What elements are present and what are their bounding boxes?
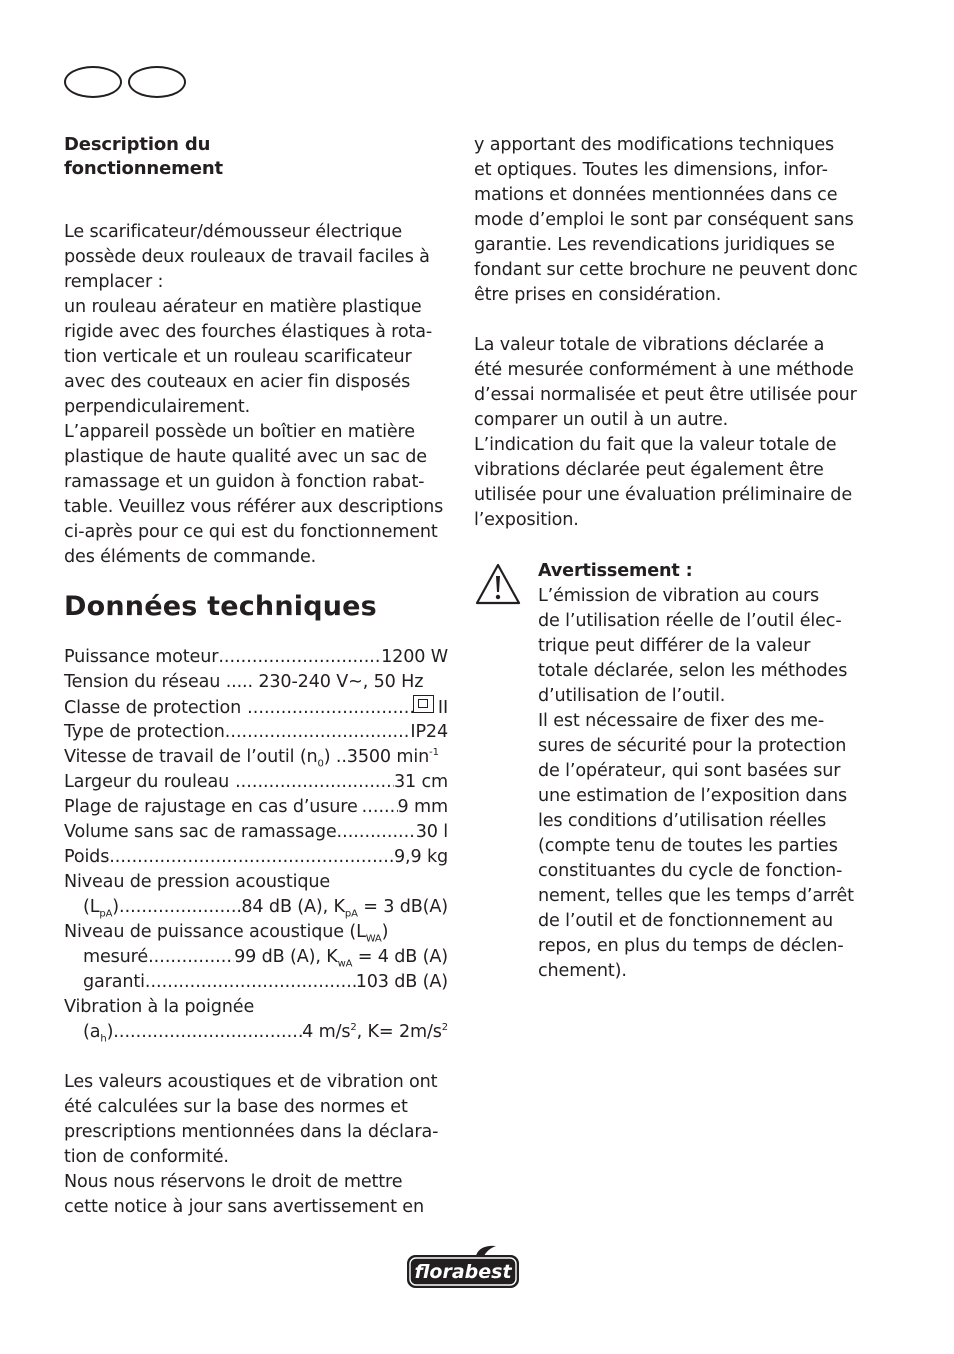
acoustic-values-paragraph xyxy=(64,1070,448,1220)
text-line: possède deux rouleaux de travail faciles à xyxy=(64,247,430,267)
spec-protection-type xyxy=(64,720,448,745)
value-part: 84 dB (A), K xyxy=(241,897,345,917)
logo-text: florabest xyxy=(414,1261,512,1283)
spec-adjustment-range xyxy=(64,795,448,820)
leader-dots xyxy=(235,770,394,795)
text-line: de l’opérateur, qui sont basées sur xyxy=(538,761,841,781)
text-line: plastique de haute qualité avec un sac de xyxy=(64,447,427,467)
spec-vibration xyxy=(64,1020,448,1045)
text-line: (compte tenu de toutes les parties xyxy=(538,836,838,856)
leader-dots xyxy=(225,720,411,745)
text-line: tion verticale et un rouleau scarificateur xyxy=(64,347,412,367)
right-column xyxy=(474,133,858,533)
text-line: Les valeurs acoustiques et de vibration ont xyxy=(64,1072,438,1092)
continuation-paragraph xyxy=(474,133,858,308)
spec-label: Type de protection xyxy=(64,722,225,742)
spec-volume xyxy=(64,820,448,845)
text-line: d’essai normalisée et peut être utilisée pour xyxy=(474,385,857,405)
spec-voltage: Tension du réseau ..... 230-240 V~, 50 Hz xyxy=(64,672,424,692)
label-part: (a xyxy=(83,1022,101,1042)
text-line: Nous nous réservons le droit de mettre xyxy=(64,1172,403,1192)
label-part: ) xyxy=(106,1022,114,1042)
spec-label: Classe de protection xyxy=(64,698,242,718)
leader-dots xyxy=(109,845,394,870)
text-line: vibrations déclarée peut également être xyxy=(474,460,824,480)
text-line: un rouleau aérateur en matière plastique xyxy=(64,297,422,317)
text-line: remplacer : xyxy=(64,272,164,292)
description-paragraph xyxy=(64,220,448,570)
label-part: ) xyxy=(381,922,389,942)
leader-dots xyxy=(218,645,381,670)
spec-sound-power-measured xyxy=(64,945,448,970)
value-part: = 4 dB (A) xyxy=(352,947,448,967)
spec-value: 9 mm xyxy=(397,797,448,817)
spec-value: 31 cm xyxy=(393,772,448,792)
subscript: h xyxy=(100,1033,107,1045)
language-oval-2 xyxy=(128,66,186,98)
spec-sound-power-guaranteed xyxy=(64,970,448,995)
spec-sound-pressure xyxy=(64,895,448,920)
leader-dots xyxy=(113,1020,302,1045)
spec-motor-power xyxy=(64,645,448,670)
spec-label: garanti xyxy=(83,972,145,992)
spec-value: 9,9 kg xyxy=(393,847,448,867)
technical-specs xyxy=(64,645,448,1045)
spec-value: II xyxy=(437,698,448,718)
spec-label: Poids xyxy=(64,847,110,867)
text-line: être prises en considération. xyxy=(474,285,722,305)
spec-value: 30 l xyxy=(415,822,448,842)
text-line: été calculées sur la base des normes et xyxy=(64,1097,408,1117)
value-part: , K= 2m/s xyxy=(356,1022,442,1042)
subscript: pA xyxy=(99,908,113,920)
florabest-logo xyxy=(406,1244,520,1290)
text-line: comparer un outil à un autre. xyxy=(474,410,729,430)
value-part: 99 dB (A), K xyxy=(234,947,338,967)
spec-label: Volume sans sac de ramassage xyxy=(64,822,337,842)
spec-label xyxy=(83,1020,113,1045)
heading-line-2: fonctionnement xyxy=(64,158,223,179)
text-line: cette notice à jour sans avertissement en xyxy=(64,1197,424,1217)
text-line: La valeur totale de vibrations déclarée a xyxy=(474,335,825,355)
spec-sound-power-label xyxy=(64,920,448,945)
superscript: 2 xyxy=(350,1022,357,1034)
left-column xyxy=(64,133,448,1220)
warning-block xyxy=(538,559,858,984)
text-line: totale déclarée, selon les méthodes xyxy=(538,661,848,681)
subscript: pA xyxy=(344,908,358,920)
spec-protection-class xyxy=(64,695,448,720)
superscript: 2 xyxy=(441,1022,448,1034)
spec-value: IP24 xyxy=(410,722,448,742)
double-insulation-icon xyxy=(413,695,434,713)
warning-triangle-icon xyxy=(474,562,522,606)
section-heading-technical-data: Données techniques xyxy=(64,591,377,622)
text-line: d’utilisation de l’outil. xyxy=(538,686,726,706)
text-line: trique peut différer de la valeur xyxy=(538,636,811,656)
text-line: y apportant des modifications techniques xyxy=(474,135,835,155)
spec-value xyxy=(241,895,448,920)
spec-value xyxy=(234,945,448,970)
spec-roller-width xyxy=(64,770,448,795)
label-part: Niveau de puissance acoustique (L xyxy=(64,922,366,942)
text-line: L’émission de vibration au cours xyxy=(538,586,820,606)
section-heading-description xyxy=(64,133,448,181)
text-line: de l’utilisation réelle de l’outil élec- xyxy=(538,611,842,631)
text-line: Le scarificateur/démousseur électrique xyxy=(64,222,403,242)
spec-weight xyxy=(64,845,448,870)
leader-dots xyxy=(145,970,356,995)
text-line: été mesurée conformément à une méthode xyxy=(474,360,854,380)
text-line: mode d’emploi le sont par conséquent sans xyxy=(474,210,854,230)
warning-title: Avertissement : xyxy=(538,561,693,581)
heading-line-1: Description du xyxy=(64,134,211,155)
text-line: garantie. Les revendications juridiques se xyxy=(474,235,835,255)
leader-dots xyxy=(337,820,416,845)
spec-value xyxy=(302,1020,448,1045)
spec-sound-pressure-label: Niveau de pression acoustique xyxy=(64,872,331,892)
text-line: chement). xyxy=(538,961,627,981)
text-line: nement, telles que les temps d’arrêt xyxy=(538,886,854,906)
text-line: fondant sur cette brochure ne peuvent donc xyxy=(474,260,858,280)
text-line: sures de sécurité pour la protection xyxy=(538,736,847,756)
text-line: perpendiculairement. xyxy=(64,397,251,417)
text-line: repos, en plus du temps de déclen- xyxy=(538,936,844,956)
spec-label: Plage de rajustage en cas d’usure xyxy=(64,797,358,817)
spec-label: Largeur du rouleau xyxy=(64,772,230,792)
text-line: ramassage et un guidon à fonction rabat- xyxy=(64,472,425,492)
value-part: = 3 dB(A) xyxy=(357,897,448,917)
text-line: utilisée pour une évaluation préliminaire de xyxy=(474,485,852,505)
superscript: -1 xyxy=(429,747,439,759)
text-line: ci-après pour ce qui est du fonctionnement xyxy=(64,522,438,542)
spec-label: mesuré xyxy=(83,947,149,967)
text-line: et optiques. Toutes les dimensions, infor- xyxy=(474,160,828,180)
leader-dots xyxy=(362,795,398,820)
text-line: constituantes du cycle de fonction- xyxy=(538,861,843,881)
text-line: de l’outil et de fonctionnement au xyxy=(538,911,834,931)
text-line: L’indication du fait que la valeur totale de xyxy=(474,435,837,455)
spec-vibration-label: Vibration à la poignée xyxy=(64,997,255,1017)
value-part: 4 m/s xyxy=(302,1022,351,1042)
spec-tool-speed xyxy=(64,745,448,770)
label-part: ) xyxy=(112,897,119,917)
spec-value: ) ..3500 min xyxy=(323,747,430,767)
text-line: avec des couteaux en acier fin disposés xyxy=(64,372,411,392)
text-line: tion de conformité. xyxy=(64,1147,229,1167)
language-oval-1 xyxy=(64,66,122,98)
text-line: l’exposition. xyxy=(474,510,579,530)
subscript: WA xyxy=(365,933,382,945)
text-line: table. Veuillez vous référer aux descriptions xyxy=(64,497,444,517)
text-line: une estimation de l’exposition dans xyxy=(538,786,847,806)
leader-dots xyxy=(247,696,413,721)
spec-label: Vitesse de travail de l’outil (n xyxy=(64,747,318,767)
leader-dots xyxy=(148,945,234,970)
text-line: les conditions d’utilisation réelles xyxy=(538,811,827,831)
text-line: Il est nécessaire de fixer des me- xyxy=(538,711,825,731)
vibration-paragraph xyxy=(474,333,858,533)
text-line: prescriptions mentionnées dans la déclara- xyxy=(64,1122,439,1142)
label-part: (L xyxy=(83,897,100,917)
spec-value: 1200 W xyxy=(381,647,448,667)
spec-label: Puissance moteur xyxy=(64,647,219,667)
text-line: des éléments de commande. xyxy=(64,547,317,567)
leader-dots xyxy=(119,895,241,920)
subscript: 0 xyxy=(317,758,324,770)
text-line: rigide avec des fourches élastiques à rota- xyxy=(64,322,433,342)
spec-label xyxy=(83,895,119,920)
spec-value: 103 dB (A) xyxy=(355,972,448,992)
text-line: L’appareil possède un boîtier en matière xyxy=(64,422,415,442)
subscript: wA xyxy=(337,958,353,970)
text-line: mations et données mentionnées dans ce xyxy=(474,185,838,205)
